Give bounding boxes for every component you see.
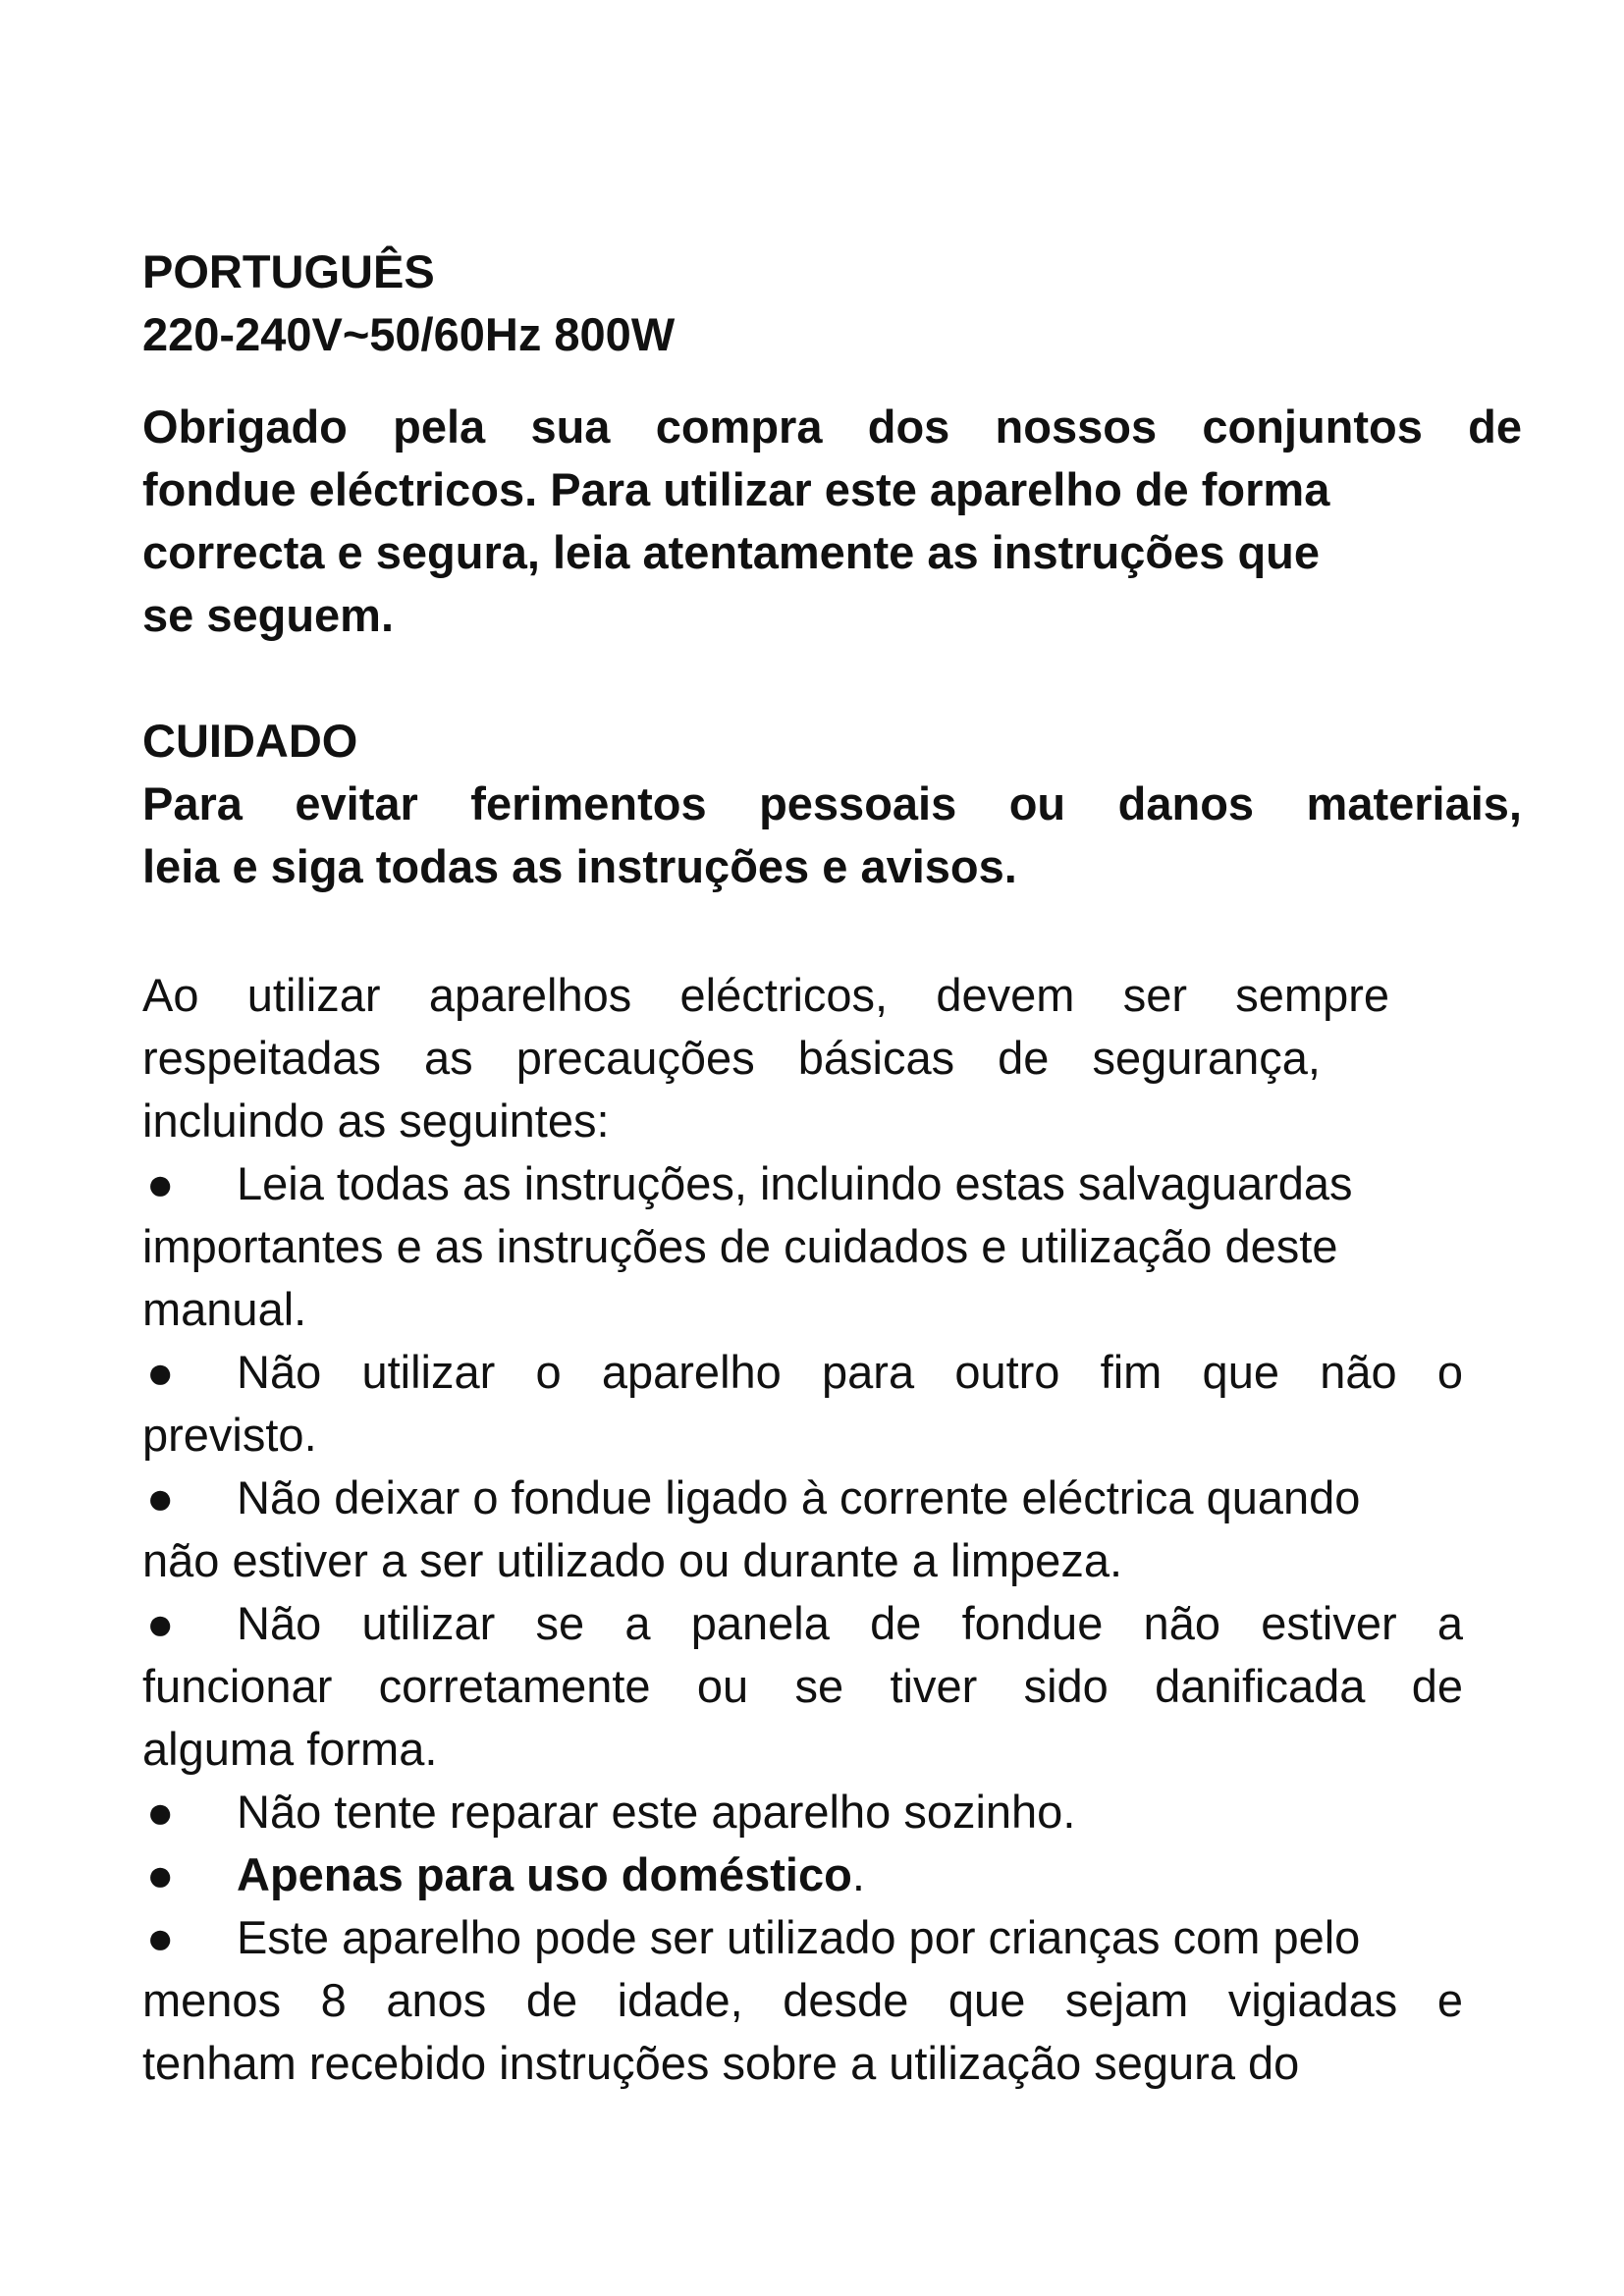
list-item (142, 1906, 1522, 2095)
list-item (142, 1467, 1522, 1592)
caution-line: Para evitar ferimentos pessoais ou danos materiais, (142, 777, 1522, 829)
list-item-text: funcionar corretamente ou se tiver sido danificada de (142, 1660, 1463, 1712)
list-item-text: previsto. (142, 1409, 317, 1461)
list-item-text: Leia todas as instruções, incluindo estas salvaguardas (237, 1157, 1353, 1209)
thanks-line: se seguem. (142, 589, 395, 641)
thanks-paragraph (142, 396, 1522, 647)
safety-list (142, 1152, 1522, 2095)
thanks-line: correcta e segura, leia atentamente as instruções que (142, 526, 1321, 578)
thanks-line: fondue eléctricos. Para utilizar este aparelho de forma (142, 463, 1330, 515)
bullet-icon: ● (146, 1157, 175, 1209)
list-item (142, 1843, 1522, 1906)
list-item-text (237, 1843, 1522, 1906)
bullet-icon: ● (146, 1786, 175, 1838)
list-item-text: Não deixar o fondue ligado à corrente eléctrica quando (237, 1471, 1361, 1523)
list-item (142, 1152, 1522, 1341)
caution-title: CUIDADO (142, 715, 358, 767)
bullet-icon: ● (146, 1346, 175, 1398)
caution-line: leia e siga todas as instruções e avisos. (142, 840, 1017, 892)
list-item (142, 1592, 1522, 1781)
manual-page (142, 240, 1522, 2095)
intro-line: respeitadas as precauções básicas de segurança, (142, 1032, 1321, 1084)
bullet-icon: ● (146, 1471, 175, 1523)
list-item-text: tenham recebido instruções sobre a utilização segura do (142, 2037, 1300, 2089)
domestic-use-period: . (851, 1848, 865, 1900)
list-item-text: importantes e as instruções de cuidados e utilização deste (142, 1220, 1338, 1272)
bullet-icon: ● (146, 1848, 175, 1900)
list-item-text: Não utilizar se a panela de fondue não estiver a (237, 1597, 1463, 1649)
bullet-icon: ● (146, 1597, 175, 1649)
list-item (142, 1341, 1522, 1467)
power-specs: 220-240V~50/60Hz 800W (142, 308, 676, 360)
list-item-text: Este aparelho pode ser utilizado por crianças com pelo (237, 1911, 1361, 1963)
thanks-line: Obrigado pela sua compra dos nossos conjuntos de (142, 400, 1522, 453)
intro-line: Ao utilizar aparelhos eléctricos, devem ser sempre (142, 969, 1389, 1021)
intro-line: incluindo as seguintes: (142, 1095, 610, 1147)
language-heading: PORTUGUÊS (142, 245, 435, 297)
list-item (142, 1781, 1522, 1843)
domestic-use-emphasis: Apenas para uso doméstico (237, 1848, 852, 1900)
caution-section (142, 710, 1522, 898)
bullet-icon: ● (146, 1911, 175, 1963)
list-item-text: não estiver a ser utilizado ou durante a limpeza. (142, 1534, 1123, 1586)
list-item-text: Não utilizar o aparelho para outro fim que não o (237, 1346, 1463, 1398)
intro-paragraph (142, 964, 1522, 1152)
list-item-text: menos 8 anos de idade, desde que sejam vigiadas e (142, 1974, 1463, 2026)
list-item-text: alguma forma. (142, 1723, 438, 1775)
list-item-text: Não tente reparar este aparelho sozinho. (237, 1786, 1076, 1838)
list-item-text: manual. (142, 1283, 307, 1335)
